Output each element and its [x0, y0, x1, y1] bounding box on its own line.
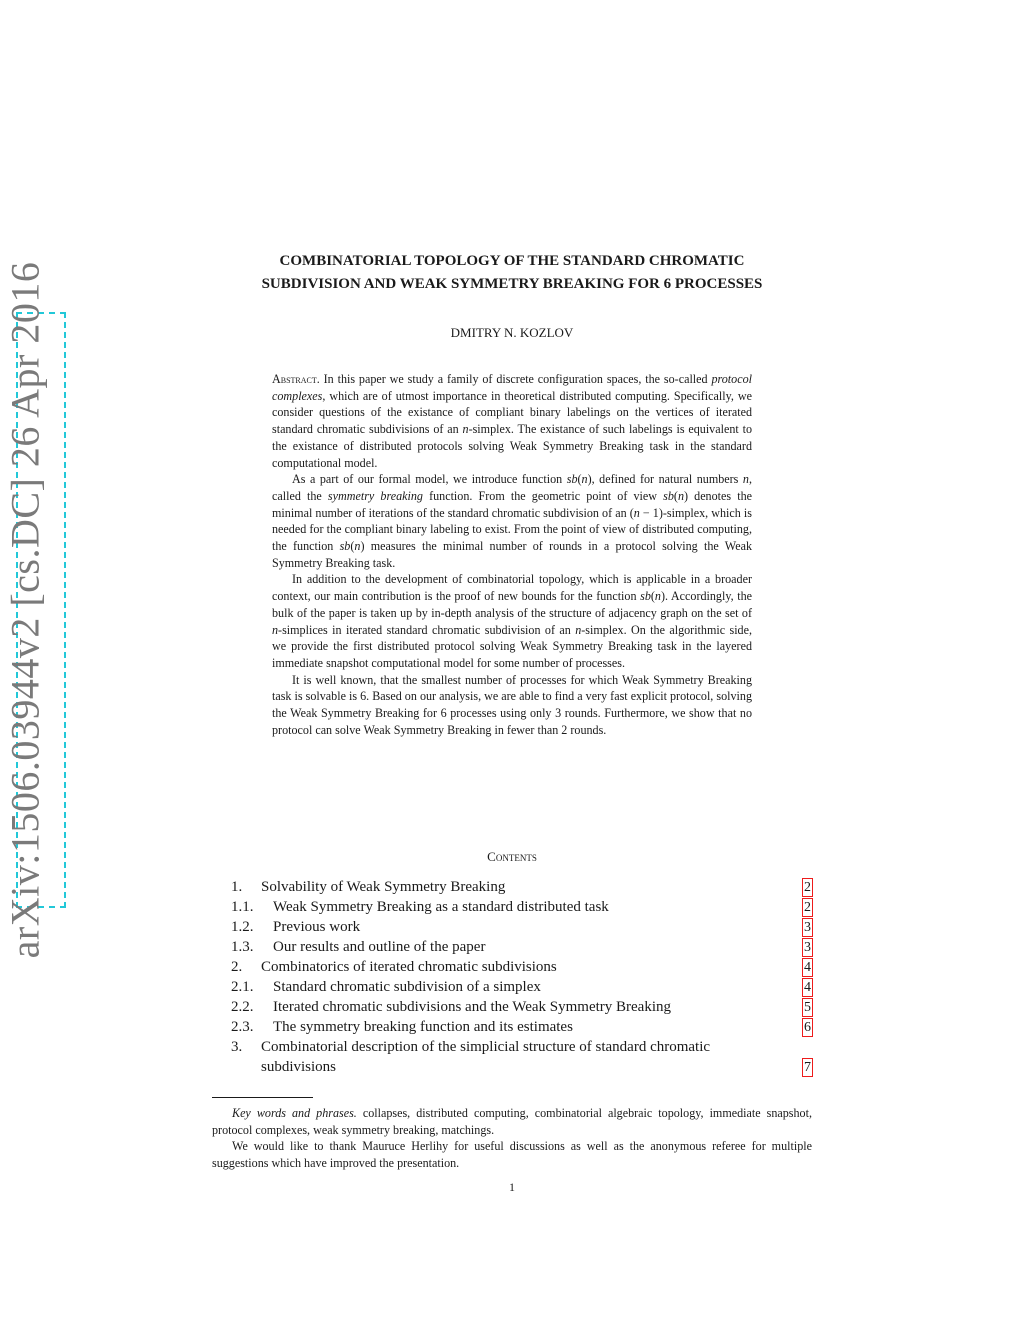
math-n: n [272, 622, 279, 637]
abstract-text: -simplex. The existance of such labelings is equivalent to the existance of distributed protocols solving Weak Symmetry Breaking task in the standard computational model. [272, 422, 752, 470]
math-n: n [581, 472, 588, 487]
abstract-paragraph-2 [272, 471, 752, 571]
toc-label[interactable]: Standard chromatic subdivision of a simplex [273, 979, 541, 995]
toc-number: 1.1. [231, 899, 254, 915]
abstract-paragraph-4: It is well known, that the smallest number of processes for which Weak Symmetry Breaking task is solvable is 6. Based on our analysis, we are able to find a very fast explicit protocol, solving the Weak Symmetry Breaking for 6 processes using only 3 rounds. Furthermore, we show that no protocol can solve Weak Symmetry Breaking in fewer than 2 rounds. [272, 672, 752, 737]
toc-label[interactable]: Combinatorics of iterated chromatic subdivisions [261, 959, 557, 975]
arxiv-stamp[interactable]: arXiv:1506.03944v2 [cs.DC] 26 Apr 2016 [2, 261, 48, 959]
abstract-heading: Abstract. [272, 372, 320, 386]
toc-page-link[interactable]: 3 [804, 940, 811, 955]
math-n: n [462, 422, 469, 437]
table-of-contents [231, 877, 813, 1077]
math-n: n [354, 539, 361, 554]
toc-number: 2. [231, 959, 243, 975]
abstract-text: ( [650, 589, 655, 604]
math-sb: sb [339, 539, 351, 554]
toc-page-link[interactable]: 7 [804, 1060, 811, 1075]
abstract-text: ( [673, 488, 678, 503]
abstract-text: function. From the geometric point of view [422, 488, 664, 503]
toc-entry[interactable] [231, 917, 813, 937]
toc-number: 1. [231, 879, 243, 895]
toc-entry[interactable] [231, 937, 813, 957]
abstract-text: ), defined for natural numbers [587, 472, 743, 487]
abstract-text: -simplices in iterated standard chromatic subdivision of an [278, 622, 576, 637]
math-n: n [677, 488, 684, 503]
title-line-1: COMBINATORIAL TOPOLOGY OF THE STANDARD CHROMATIC [279, 253, 745, 269]
page-number: 1 [509, 1180, 515, 1194]
paper-title [150, 250, 874, 296]
abstract-text: ( [577, 472, 582, 487]
toc-label[interactable]: Our results and outline of the paper [273, 939, 486, 955]
abstract-paragraph-3 [272, 571, 752, 671]
toc-entry[interactable] [231, 957, 813, 977]
abstract-text: In this paper we study a family of discrete configuration spaces, the so-called [319, 372, 712, 386]
abstract-text: -simplex. On the algorithmic side, we provide the first distributed protocol solving Weak Symmetry Breaking task in the layered immediate snapshot computational model for some number of processes. [272, 622, 752, 670]
abstract-paragraph-1 [272, 371, 752, 471]
toc-label[interactable]: Combinatorial description of the simplicial structure of standard chromatic subdivisions [261, 1039, 711, 1075]
toc-number: 1.2. [231, 919, 254, 935]
abstract-text: ) measures the minimal number of rounds in a protocol solving the Weak Symmetry Breaking task. [272, 539, 752, 570]
toc-entry[interactable] [231, 897, 813, 917]
toc-label[interactable]: Iterated chromatic subdivisions and the Weak Symmetry Breaking [273, 999, 671, 1015]
toc-page-link[interactable]: 6 [804, 1020, 811, 1035]
toc-entry[interactable] [231, 1017, 813, 1037]
abstract-text: As a part of our formal model, we introduce function [292, 472, 567, 487]
abstract-text: ). Accordingly, the bulk of the paper is taken up by in-depth analysis of the structure of adjacency graph on the set of [272, 589, 752, 620]
math-n: n [575, 622, 582, 637]
toc-entry[interactable] [231, 977, 813, 997]
footnotes [212, 1105, 812, 1172]
toc-label[interactable]: The symmetry breaking function and its estimates [273, 1019, 573, 1035]
toc-page-link[interactable]: 2 [804, 880, 811, 895]
toc-entry[interactable] [231, 877, 813, 897]
keywords-text: collapses, distributed computing, combinatorial algebraic topology, immediate snapshot, protocol complexes, weak symmetry breaking, matchings. [212, 1106, 812, 1137]
toc-entry[interactable] [231, 997, 813, 1017]
math-n: n [654, 589, 661, 604]
keywords-footnote [212, 1105, 812, 1138]
toc-page-link[interactable]: 3 [804, 920, 811, 935]
toc-page-link[interactable]: 4 [804, 980, 811, 995]
toc-label[interactable]: Weak Symmetry Breaking as a standard distributed task [273, 899, 609, 915]
author: DMITRY N. KOZLOV [450, 325, 574, 340]
contents-title: Contents [487, 849, 537, 864]
toc-label[interactable]: Previous work [273, 919, 361, 935]
abstract-text: , called the [272, 472, 752, 503]
math-sb: sb [663, 488, 674, 503]
acknowledgement-footnote: We would like to thank Mauruce Herlihy for useful discussions as well as the anonymous referee for multiple suggestions which have improved the presentation. [212, 1139, 812, 1171]
toc-number: 2.2. [231, 999, 254, 1015]
abstract-text: In addition to the development of combinatorial topology, which is applicable in a broader context, our main contribution is the proof of new bounds for the function [272, 572, 752, 604]
abstract-emphasis: symmetry breaking [327, 488, 423, 503]
math-sb: sb [640, 589, 651, 604]
abstract-text: ( [350, 539, 355, 554]
toc-number: 3. [231, 1039, 243, 1055]
toc-number: 2.3. [231, 1019, 254, 1035]
toc-page-link[interactable]: 4 [804, 960, 811, 975]
abstract-text: − 1)-simplex, which is needed for the compliant binary labeling to exist. From the point of view of distributed computing, the function [272, 505, 752, 554]
toc-number: 1.3. [231, 939, 254, 955]
math-sb: sb [566, 472, 578, 487]
title-line-2: SUBDIVISION AND WEAK SYMMETRY BREAKING FOR 6 PROCESSES [261, 276, 763, 292]
toc-page-link[interactable]: 5 [804, 1000, 811, 1015]
math-n: n [633, 505, 640, 520]
math-n: n [742, 472, 749, 487]
toc-entry[interactable] [231, 1037, 813, 1077]
abstract-text: , which are of utmost importance in theoretical distributed computing. Specifically, we consider questions of the existance of compliant binary labelings on the vertices of iterated standard chromatic subdivisions of an [272, 388, 752, 437]
abstract-text: ) denotes the minimal number of iterations of the standard chromatic subdivision of an ( [272, 488, 752, 520]
toc-page-link[interactable]: 2 [804, 900, 811, 915]
abstract-emphasis: protocol complexes [272, 372, 752, 403]
keywords-label: Key words and phrases. [232, 1106, 357, 1120]
toc-label[interactable]: Solvability of Weak Symmetry Breaking [261, 879, 506, 895]
footnote-rule [212, 1097, 313, 1098]
abstract [272, 371, 752, 738]
toc-number: 2.1. [231, 979, 254, 995]
